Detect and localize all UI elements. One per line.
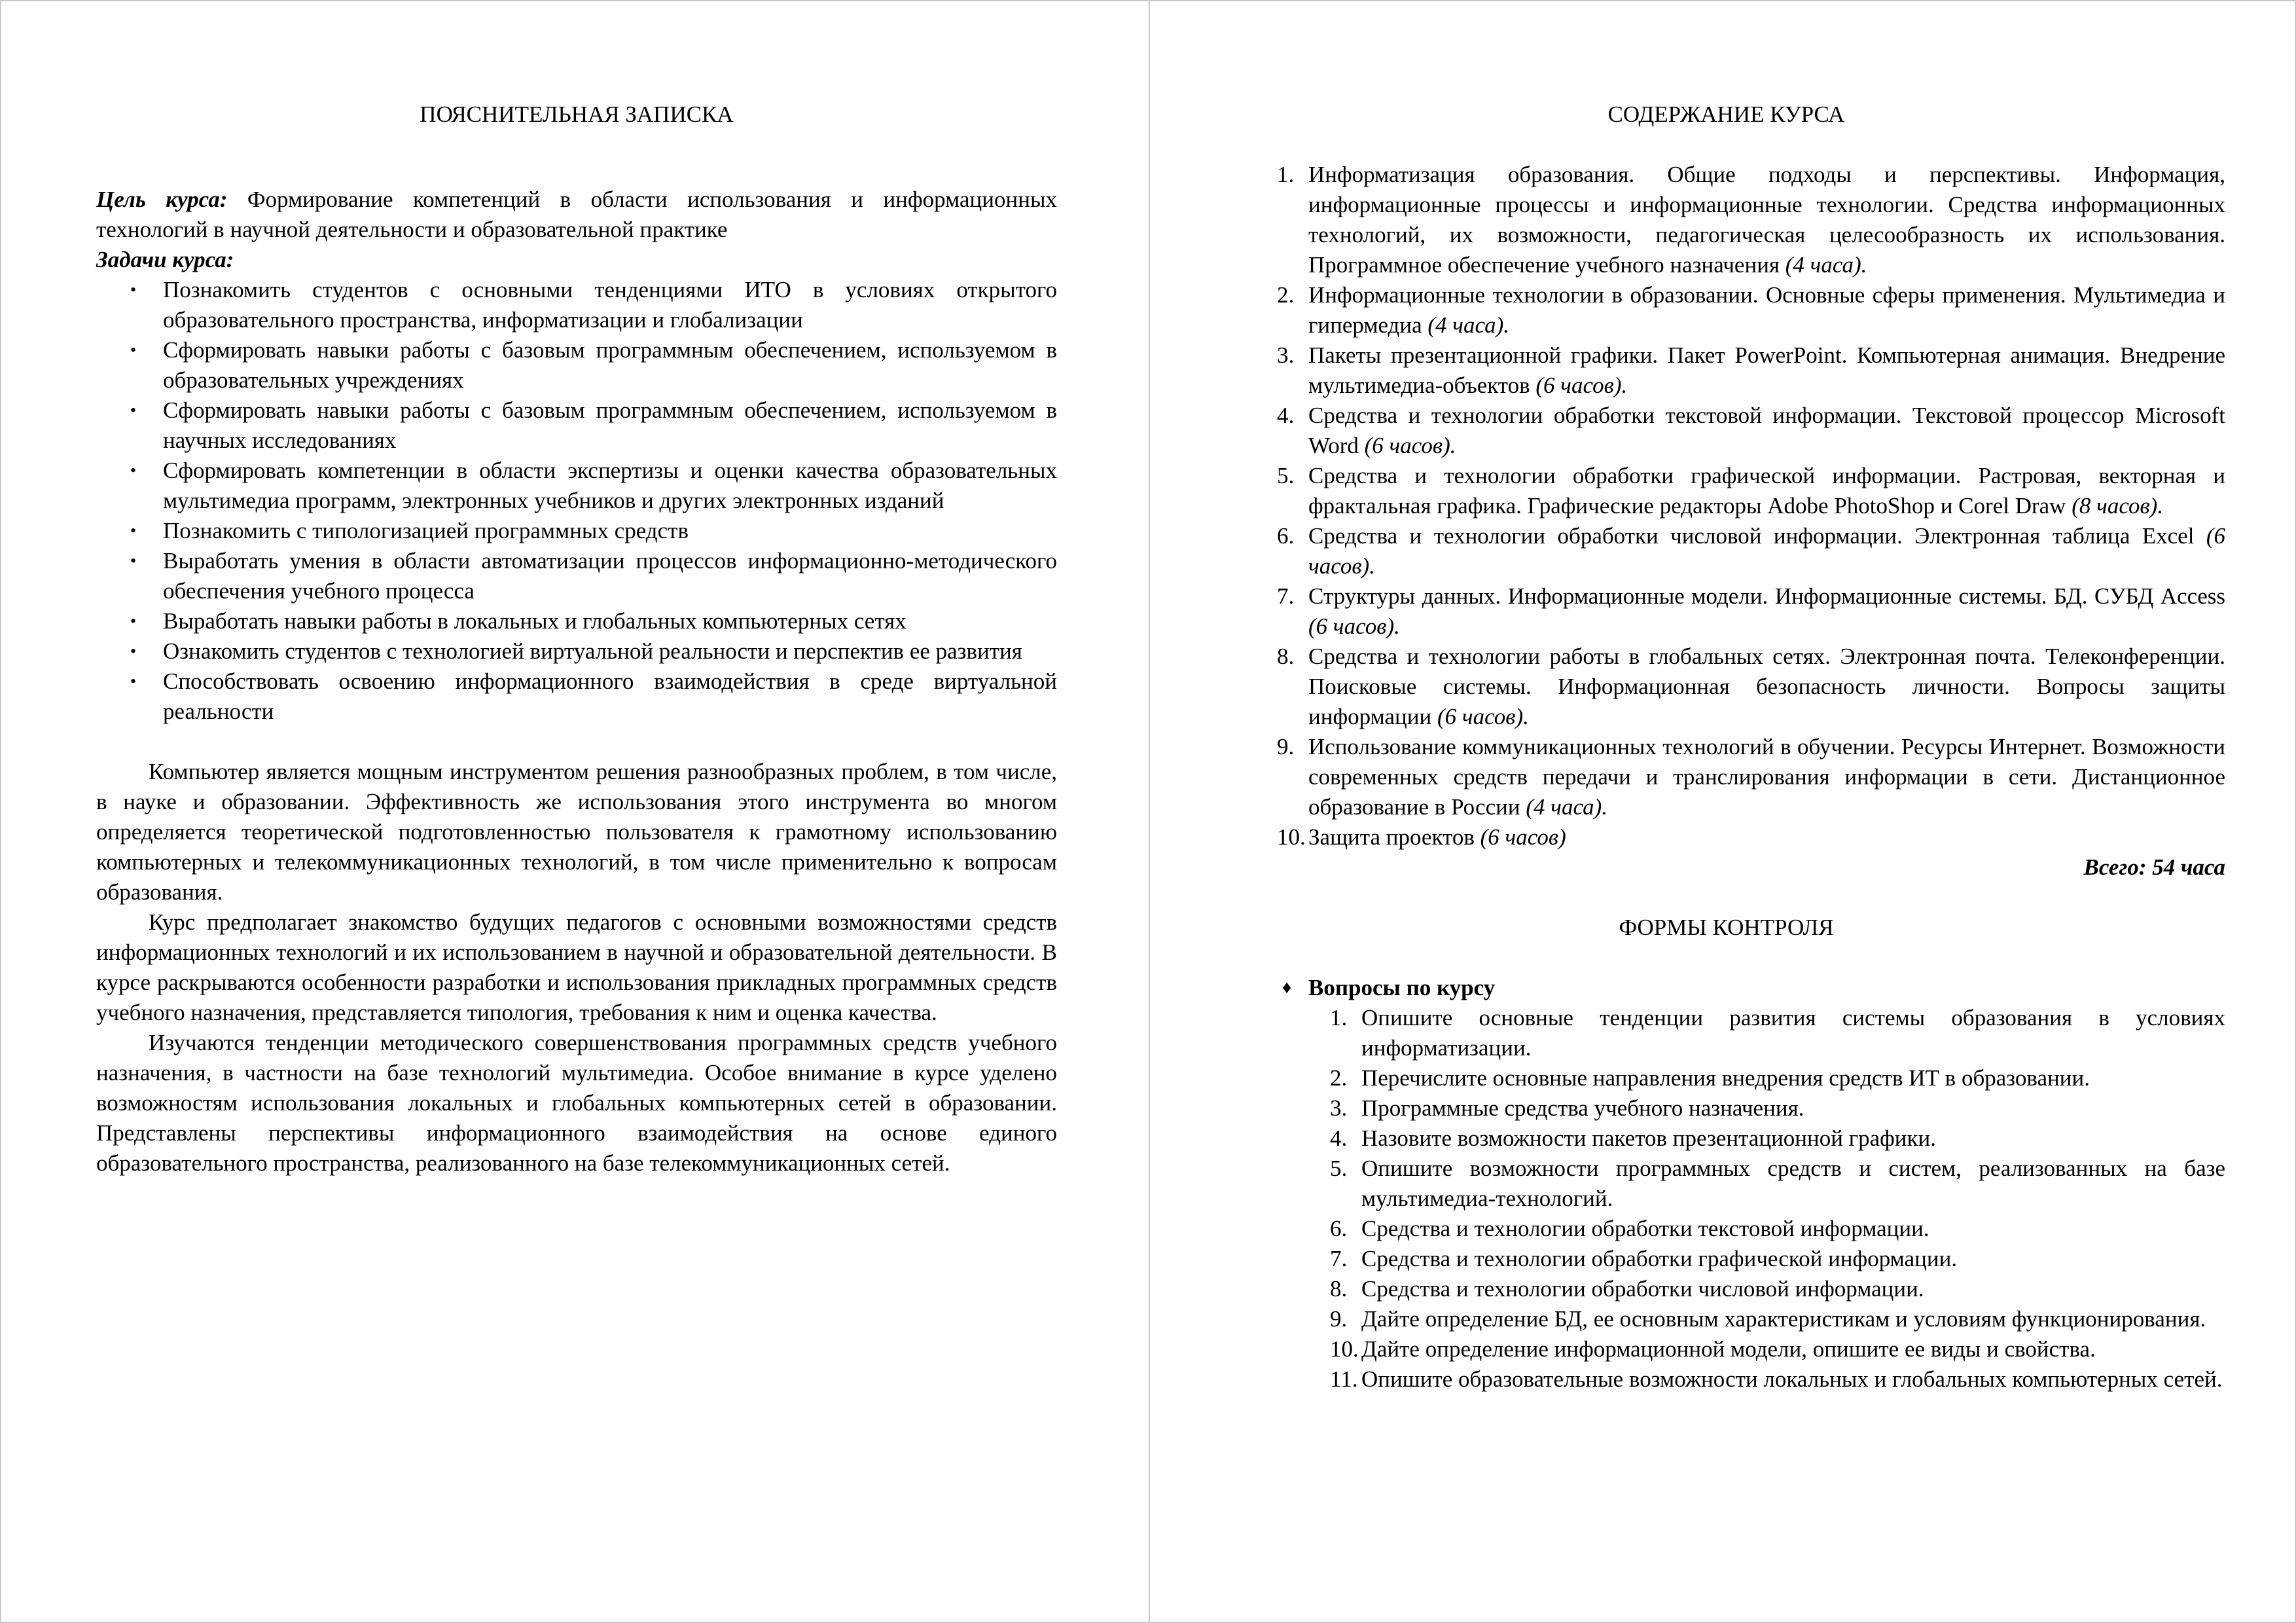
task-text: Выработать навыки работы в локальных и глобальных компьютерных сетях <box>163 608 906 634</box>
list-item <box>1227 280 2225 340</box>
questions-label: Вопросы по курсу <box>1308 975 1496 1000</box>
list-item <box>1227 642 2225 732</box>
item-text: Использование коммуникационных технологий в обучении. Ресурсы Интернет. Возможности современных средств передачи и транслирования информации в сети. Дистанционное образование в России <box>1308 734 2225 820</box>
tasks-label: Задачи курса: <box>96 247 234 272</box>
list-item <box>1227 401 2225 461</box>
list-item <box>1227 1154 2225 1214</box>
bullet-icon: • <box>130 340 137 359</box>
page-title-course-content: СОДЕРЖАНИЕ КУРСА <box>1607 101 1845 127</box>
list-item <box>1227 732 2225 822</box>
bullet-icon: • <box>130 642 137 661</box>
item-hours: (6 часов). <box>1535 373 1628 398</box>
item-text: Информатизация образования. Общие подходы и перспективы. Информация, информационные процессы и информационные технологии. Средства информационных технологий, их возможности, педагогическая целесообразность их использования. Программное обеспечение учебного назначения <box>1308 162 2225 278</box>
page-title-explanatory-note: ПОЯСНИТЕЛЬНАЯ ЗАПИСКА <box>420 101 734 127</box>
item-text: Средства и технологии работы в глобальных сетях. Электронная почта. Телеконференции. Поисковые системы. Информационная безопасность личности. Вопросы защиты информации <box>1308 644 2225 729</box>
diamond-bullet-icon: ♦ <box>1282 977 1292 998</box>
item-number: 3. <box>1330 1095 1348 1121</box>
list-item <box>1227 1334 2225 1364</box>
item-number: 5. <box>1330 1156 1348 1181</box>
list-item <box>1227 1244 2225 1274</box>
list-item <box>96 666 1057 727</box>
bullet-icon: • <box>130 401 137 420</box>
item-number: 2. <box>1330 1065 1348 1091</box>
item-number: 6. <box>1330 1216 1348 1241</box>
item-text: Пакеты презентационной графики. Пакет PowerPoint. Компьютерная анимация. Внедрение мультимедиа-объектов <box>1308 342 2225 398</box>
list-item <box>1227 581 2225 642</box>
task-text: Способствовать освоению информационного взаимодействия в среде виртуальной реальности <box>163 668 1057 724</box>
list-item <box>1227 1003 2225 1063</box>
list-item <box>1227 822 2225 852</box>
list-item <box>96 636 1057 666</box>
item-text: Средства и технологии обработки числовой информации. Электронная таблица Excel <box>1308 523 2206 549</box>
bullet-icon: • <box>130 611 137 630</box>
list-item <box>96 516 1057 546</box>
item-number: 1. <box>1330 1005 1348 1030</box>
item-text: Средства и технологии обработки текстовой информации. Текстовой процессор Microsoft Word <box>1308 403 2225 458</box>
item-number: 8. <box>1277 644 1295 669</box>
question-text: Средства и технологии обработки графической информации. <box>1361 1246 1958 1271</box>
question-text: Назовите возможности пакетов презентационной графики. <box>1361 1125 1937 1151</box>
task-text: Сформировать навыки работы с базовым программным обеспечением, используемом в научных исследованиях <box>163 397 1057 453</box>
item-hours: (8 часов). <box>2072 493 2164 519</box>
item-number: 6. <box>1277 523 1295 549</box>
list-item <box>96 335 1057 395</box>
list-item <box>96 395 1057 456</box>
question-text: Дайте определение БД, ее основным характеристикам и условиям функционирования. <box>1361 1306 2206 1332</box>
question-text: Средства и технологии обработки числовой информации. <box>1361 1276 1924 1302</box>
course-goal <box>96 185 1057 245</box>
list-item <box>1227 1364 2225 1395</box>
list-item <box>1227 521 2225 581</box>
total-hours: Всего: 54 часа <box>2083 854 2225 880</box>
question-text: Перечислите основные направления внедрения средств ИТ в образовании. <box>1361 1065 2090 1091</box>
item-number: 10. <box>1277 824 1306 850</box>
paragraph: Изучаются тенденции методического совершенствования программных средств учебного назначения, в частности на базе технологий мультимедиа. Особое внимание в курсе уделено возможностям использования локальных и глобальных компьютерных сетей в образовании. Представлены перспективы информационного взаимодействия на основе единого образовательного пространства, реализованного на базе телекоммуникационных сетей. <box>96 1030 1057 1176</box>
item-number: 1. <box>1277 162 1295 187</box>
item-hours: (6 часов). <box>1437 704 1529 729</box>
item-number: 7. <box>1330 1246 1348 1271</box>
list-item <box>1227 1304 2225 1334</box>
goal-label: Цель курса: <box>96 187 228 212</box>
task-text: Познакомить студентов с основными тенденциями ИТО в условиях открытого образовательного пространства, информатизации и глобализации <box>163 277 1057 333</box>
item-number: 10. <box>1330 1336 1359 1362</box>
list-item <box>1227 1274 2225 1304</box>
intro-text <box>96 757 1057 1178</box>
item-hours: (6 часов) <box>1480 824 1566 850</box>
bullet-icon: • <box>130 672 137 691</box>
task-text: Сформировать навыки работы с базовым программным обеспечением, используемом в образовательных учреждениях <box>163 337 1057 393</box>
list-item <box>1227 1123 2225 1154</box>
bullet-icon: • <box>130 461 137 480</box>
item-number: 4. <box>1330 1125 1348 1151</box>
right-page <box>1150 1 2296 1622</box>
question-text: Дайте определение информационной модели, опишите ее виды и свойства. <box>1361 1336 2096 1362</box>
item-number: 5. <box>1277 463 1295 488</box>
list-item <box>1227 1063 2225 1093</box>
bullet-icon: • <box>130 551 137 570</box>
questions-heading <box>1227 973 2225 1003</box>
list-item <box>96 546 1057 606</box>
item-number: 9. <box>1330 1306 1348 1332</box>
question-text: Опишите образовательные возможности локальных и глобальных компьютерных сетей. <box>1361 1366 2223 1392</box>
item-hours: (4 часа). <box>1785 252 1867 278</box>
paragraph: Компьютер является мощным инструментом решения разнообразных проблем, в том числе, в науке и образовании. Эффективность же использования этого инструмента во многом определяется теоретической подготовленностью пользователя к грамотному использованию компьютерных и телекоммуникационных технологий, в том числе применительно к вопросам образования. <box>96 759 1057 905</box>
item-hours: (4 часа). <box>1427 312 1510 338</box>
item-hours: (6 часов). <box>1308 613 1400 639</box>
list-item <box>96 456 1057 516</box>
item-hours: (6 часов). <box>1308 523 2225 579</box>
item-number: 9. <box>1277 734 1295 759</box>
task-text: Познакомить с типологизацией программных средств <box>163 518 689 543</box>
item-text: Информационные технологии в образовании. Основные сферы применения. Мультимедиа и гипермедиа <box>1308 282 2225 338</box>
list-item <box>96 275 1057 335</box>
list-item <box>1227 160 2225 280</box>
course-content-list <box>1227 160 2225 852</box>
task-text: Сформировать компетенции в области экспертизы и оценки качества образовательных мультимедиа программ, электронных учебников и других электронных изданий <box>163 458 1057 513</box>
page-title-control-forms: ФОРМЫ КОНТРОЛЯ <box>1619 915 1834 940</box>
item-text: Средства и технологии обработки графической информации. Растровая, векторная и фрактальная графика. Графические редакторы Adobe PhotoShop и Corel Draw <box>1308 463 2225 519</box>
item-number: 8. <box>1330 1276 1348 1302</box>
list-item <box>1227 461 2225 521</box>
item-number: 3. <box>1277 342 1295 368</box>
tasks-list <box>96 275 1057 727</box>
question-text: Опишите основные тенденции развития системы образования в условиях информатизации. <box>1361 1005 2225 1061</box>
list-item <box>1227 1093 2225 1123</box>
task-text: Выработать умения в области автоматизации процессов информационно-методического обеспечения учебного процесса <box>163 548 1057 604</box>
item-number: 4. <box>1277 403 1295 428</box>
item-hours: (6 часов). <box>1364 433 1456 458</box>
paragraph: Курс предполагает знакомство будущих педагогов с основными возможностями средств информационных технологий и их использованием в научной и образовательной деятельности. В курсе раскрываются особенности разработки и использования прикладных программных средств учебного назначения, представляется типология, требования к ним и оценка качества. <box>96 909 1057 1025</box>
item-number: 2. <box>1277 282 1295 308</box>
goal-text: Формирование компетенций в области использования и информационных технологий в научной деятельности и образовательной практике <box>96 187 1057 242</box>
item-hours: (4 часа). <box>1526 794 1607 820</box>
list-item <box>96 606 1057 636</box>
questions-list <box>1227 1003 2225 1395</box>
question-text: Программные средства учебного назначения. <box>1361 1095 1804 1121</box>
item-text: Структуры данных. Информационные модели. Информационные системы. БД. СУБД Access <box>1308 583 2225 609</box>
item-text: Защита проектов <box>1308 824 1480 850</box>
item-number: 7. <box>1277 583 1295 609</box>
bullet-icon: • <box>130 280 137 299</box>
list-item <box>1227 1214 2225 1244</box>
list-item <box>1227 340 2225 401</box>
bullet-icon: • <box>130 521 137 540</box>
left-page <box>1 1 1149 1622</box>
question-text: Опишите возможности программных средств и систем, реализованных на базе мультимедиа-технологий. <box>1361 1156 2225 1211</box>
question-text: Средства и технологии обработки текстовой информации. <box>1361 1216 1929 1241</box>
item-number: 11. <box>1330 1366 1358 1392</box>
task-text: Ознакомить студентов с технологией виртуальной реальности и перспектив ее развития <box>163 638 1022 664</box>
